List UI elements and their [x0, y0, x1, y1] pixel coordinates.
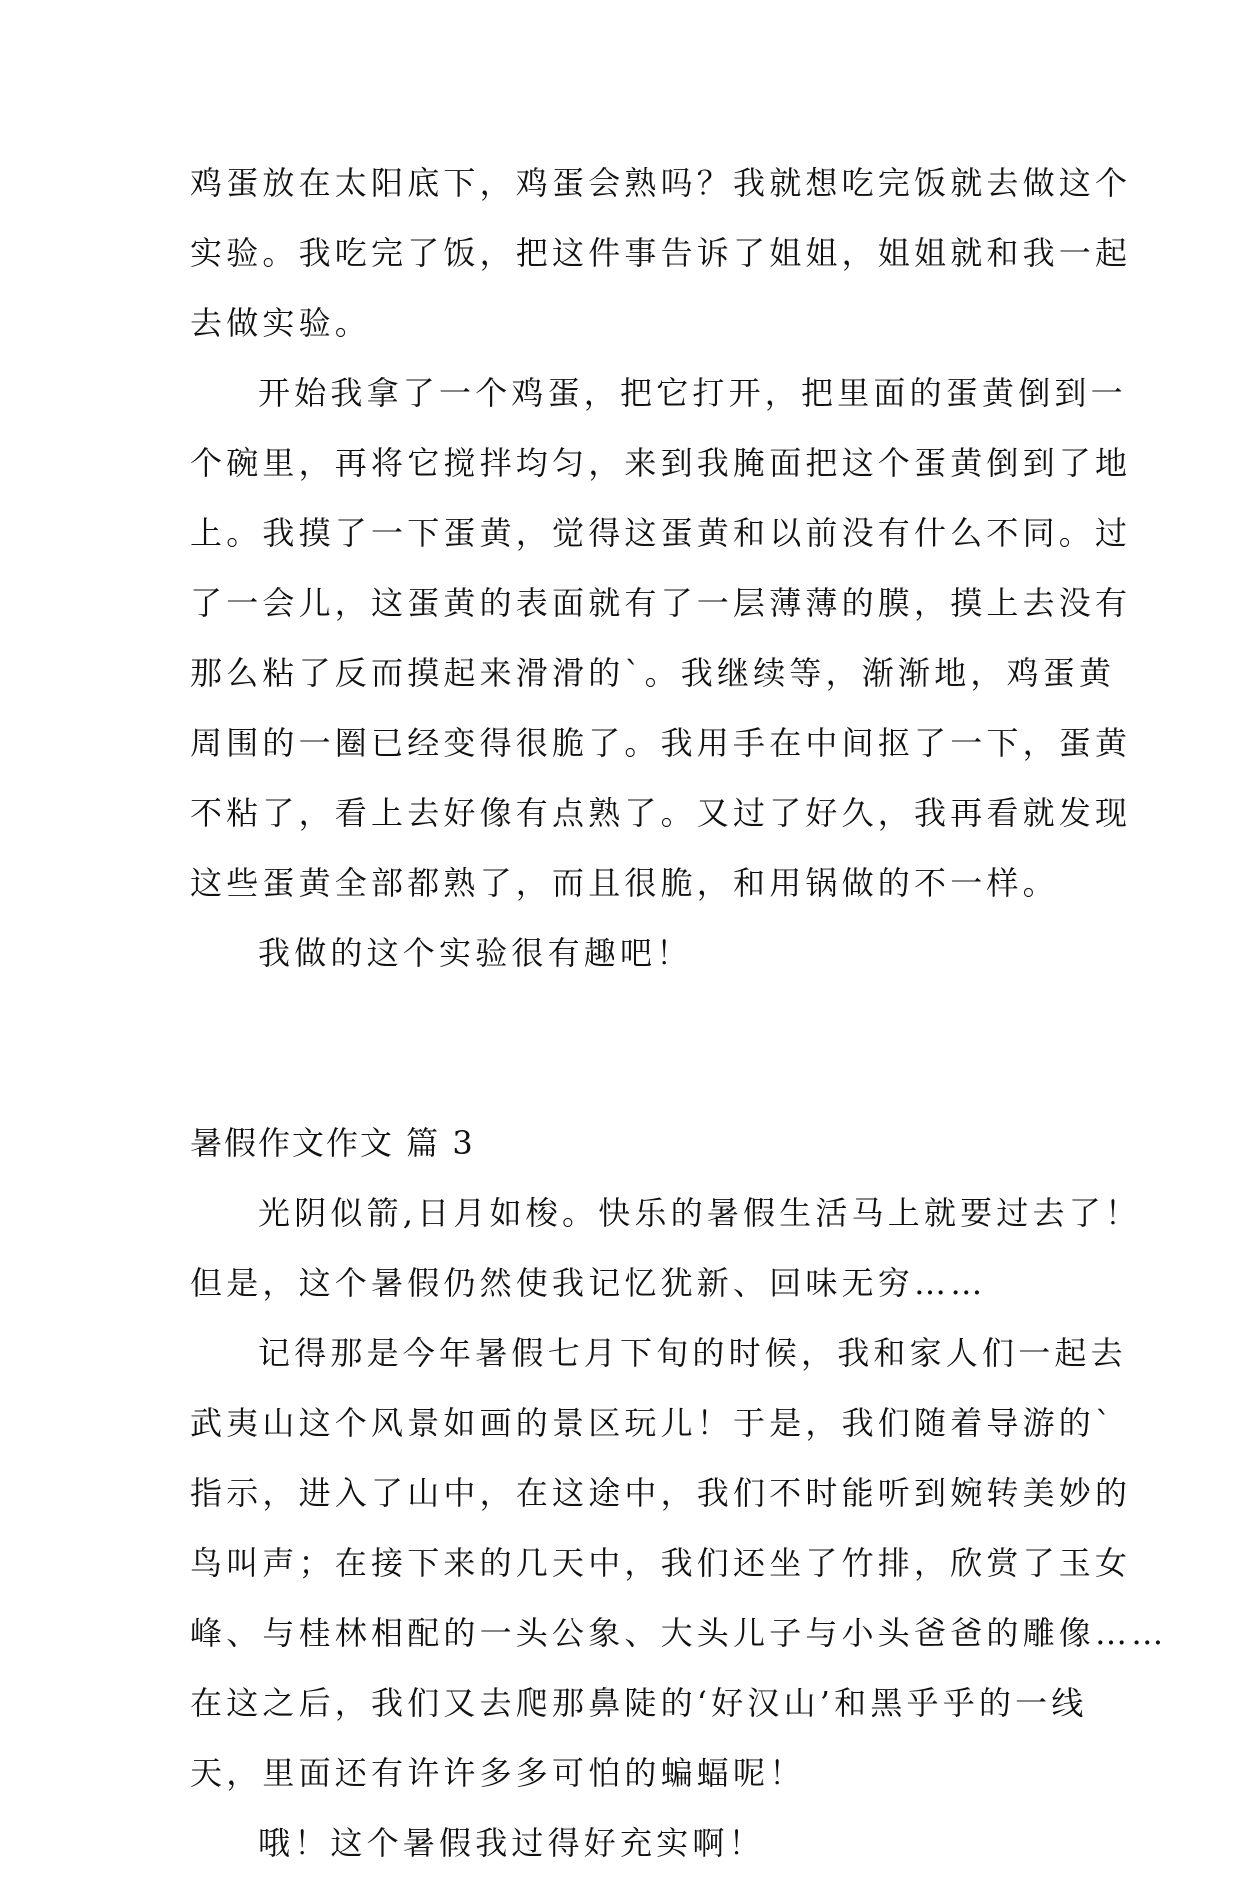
- text-line: 记得那是今年暑假七月下旬的时候，我和家人们一起去: [258, 1334, 1127, 1372]
- text-line: 但是，这个暑假仍然使我记忆犹新、回味无穷……: [190, 1264, 987, 1302]
- section-gap: [190, 988, 1060, 1108]
- paragraph-egg-experiment: [190, 358, 1132, 918]
- text-line: 个碗里，再将它搅拌均匀，来到我腌面把这个蛋黄倒到了地: [190, 444, 1132, 482]
- text-line: 这些蛋黄全部都熟了，而且很脆，和用锅做的不一样。: [190, 864, 1059, 902]
- text-line: 周围的一圈已经变得很脆了。我用手在中间抠了一下，蛋黄: [190, 724, 1132, 762]
- text-line: 实验。我吃完了饭，把这件事告诉了姐姐，姐姐就和我一起: [190, 234, 1132, 272]
- document-page: [190, 148, 1168, 1878]
- section-heading: 暑假作文作文 篇 3: [190, 1124, 475, 1162]
- text-line: 哦！这个暑假我过得好充实啊！: [258, 1824, 765, 1862]
- text-line: 了一会儿，这蛋黄的表面就有了一层薄薄的膜，摸上去没有: [190, 584, 1132, 622]
- text-line: 去做实验。: [190, 304, 372, 342]
- text-line: 天，里面还有许许多多可怕的蝙蝠呢！: [190, 1754, 806, 1792]
- text-line: 上。我摸了一下蛋黄，觉得这蛋黄和以前没有什么不同。过: [190, 514, 1132, 552]
- text-line: 我做的这个实验很有趣吧！: [258, 934, 693, 972]
- text-line: 鸟叫声；在接下来的几天中，我们还坐了竹排，欣赏了玉女: [190, 1544, 1132, 1582]
- text-line: 峰、与桂林相配的一头公象、大头儿子与小头爸爸的雕像……: [190, 1614, 1168, 1652]
- text-line: 在这之后，我们又去爬那鼻陡的‘好汉山’和黑乎乎的一线: [190, 1684, 1088, 1722]
- text-line: 指示，进入了山中，在这途中，我们不时能听到婉转美妙的: [190, 1474, 1132, 1512]
- paragraph-egg-conclusion: [190, 918, 1060, 988]
- text-line: 武夷山这个风景如画的景区玩儿！于是，我们随着导游的`: [190, 1404, 1116, 1442]
- paragraph-egg-intro: [190, 148, 1132, 358]
- text-line: 那么粘了反而摸起来滑滑的`。我继续等，渐渐地，鸡蛋黄: [190, 654, 1116, 692]
- paragraph-wuyi-trip: [190, 1318, 1168, 1808]
- text-line: 鸡蛋放在太阳底下，鸡蛋会熟吗？我就想吃完饭就去做这个: [190, 164, 1132, 202]
- text-line: 不粘了，看上去好像有点熟了。又过了好久，我再看就发现: [190, 794, 1132, 832]
- text-line: 光阴似箭,日月如梭。快乐的暑假生活马上就要过去了！: [258, 1194, 1142, 1232]
- paragraph-summer-conclusion: [190, 1808, 1060, 1878]
- paragraph-summer-intro: [190, 1178, 1142, 1318]
- text-line: 开始我拿了一个鸡蛋，把它打开，把里面的蛋黄倒到一: [258, 374, 1127, 412]
